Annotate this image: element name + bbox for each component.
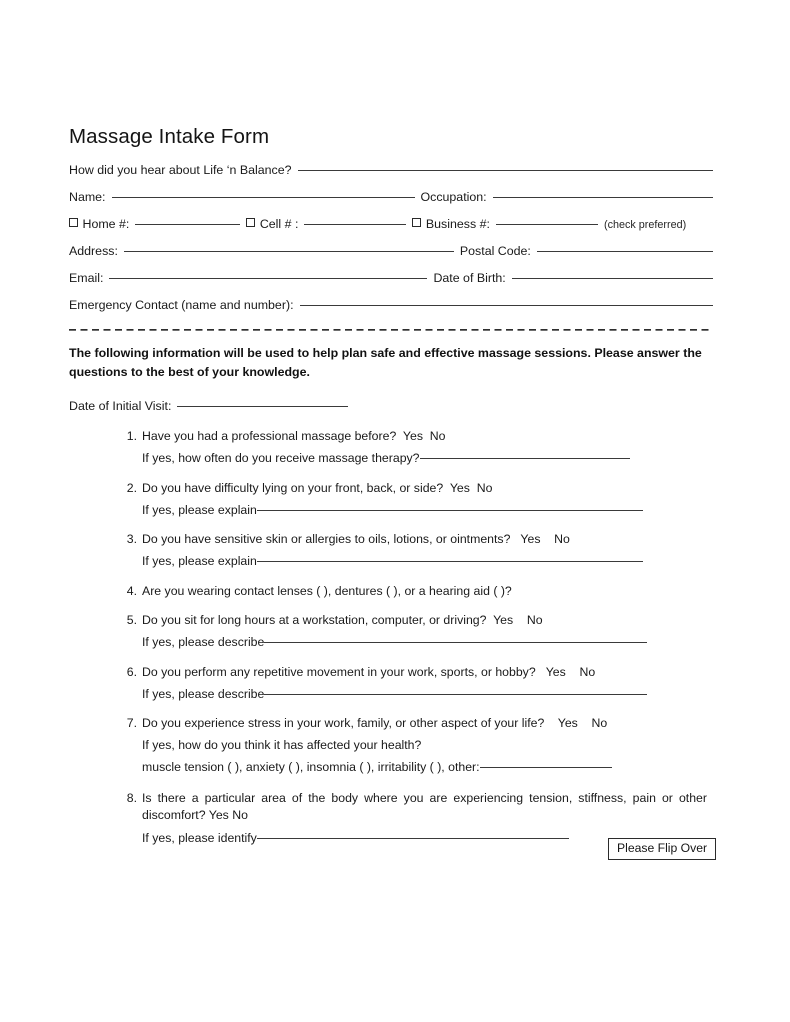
occupation-input-rule[interactable]	[493, 197, 713, 198]
referral-label: How did you hear about Life ‘n Balance?	[69, 162, 292, 177]
yes-no-options[interactable]: Yes No	[510, 532, 570, 547]
postal-code-label: Postal Code:	[459, 243, 531, 258]
yes-no-options[interactable]: Yes No	[396, 429, 446, 444]
field-row-referral	[69, 163, 713, 179]
question-subline	[120, 738, 713, 754]
question-item-1	[120, 429, 713, 467]
question-sub-label: If yes, how often do you receive massage therapy?	[142, 451, 420, 466]
question-sub-input-rule[interactable]	[264, 694, 647, 695]
question-main-line	[120, 790, 707, 826]
question-main-line	[120, 613, 713, 629]
question-text: Do you perform any repetitive movement in your work, sports, or hobby?	[142, 664, 536, 679]
date-of-birth-label: Date of Birth:	[433, 270, 506, 285]
checkbox-square-icon-home[interactable]	[69, 218, 78, 227]
question-subline	[120, 687, 713, 703]
question-number: 7.	[126, 716, 137, 731]
question-number: 3.	[126, 532, 137, 547]
address-label: Address:	[69, 243, 118, 258]
home-phone-input-rule[interactable]	[135, 224, 240, 225]
question-text: Have you had a professional massage before?	[142, 429, 397, 444]
cell-phone-input-rule[interactable]	[304, 224, 406, 225]
flip-over-wrapper	[608, 838, 716, 860]
question-text: Do you have sensitive skin or allergies to oils, lotions, or ointments?	[142, 532, 511, 547]
question-sub-input-rule[interactable]	[257, 510, 643, 511]
business-phone-input-rule[interactable]	[496, 224, 598, 225]
cell-phone-label: Cell # :	[259, 216, 299, 231]
question-number: 8.	[126, 790, 137, 805]
question-sub-label: If yes, please explain	[142, 502, 257, 517]
question-subline	[120, 635, 713, 651]
question-item-6	[120, 665, 713, 703]
question-main-line	[120, 665, 713, 681]
form-sheet	[69, 126, 713, 861]
field-row-name-occupation	[69, 190, 713, 206]
name-input-rule[interactable]	[112, 197, 415, 198]
date-of-birth-input-rule[interactable]	[512, 278, 713, 279]
dashed-divider	[69, 329, 713, 331]
question-sub-input-rule[interactable]	[264, 642, 647, 643]
please-flip-over-box: Please Flip Over	[608, 838, 716, 860]
question-number: 1.	[126, 429, 137, 444]
question-text: Do you sit for long hours at a workstation, computer, or driving?	[142, 613, 487, 628]
emergency-contact-label: Emergency Contact (name and number):	[69, 297, 294, 312]
checkbox-square-icon-cell[interactable]	[246, 218, 255, 227]
business-phone-label: Business #:	[425, 216, 490, 231]
initial-visit-label: Date of Initial Visit:	[69, 398, 172, 413]
question-sub-input-rule[interactable]	[420, 458, 630, 459]
field-row-address-postal	[69, 244, 713, 260]
emergency-contact-input-rule[interactable]	[300, 305, 713, 306]
checkbox-square-icon-business[interactable]	[412, 218, 421, 227]
question-text: Do you experience stress in your work, family, or other aspect of your life?	[142, 716, 545, 731]
questions-list	[69, 429, 713, 847]
name-label: Name:	[69, 189, 106, 204]
check-preferred-note: (check preferred)	[603, 218, 687, 231]
question-item-2	[120, 481, 713, 519]
question-number: 4.	[126, 583, 137, 598]
question-number: 2.	[126, 480, 137, 495]
question-text: Do you have difficulty lying on your front, back, or side?	[142, 480, 444, 495]
yes-no-options[interactable]: Yes No	[486, 613, 543, 628]
question-sub-label: If yes, how do you think it has affected your health?	[142, 738, 422, 753]
question-main-line	[120, 716, 713, 732]
yes-no-options[interactable]: Yes No	[535, 664, 596, 679]
question-sub-label: If yes, please explain	[142, 554, 257, 569]
question-subline	[120, 503, 713, 519]
address-input-rule[interactable]	[124, 251, 454, 252]
question-sub-label: If yes, please identify	[142, 831, 257, 846]
question-subline	[120, 554, 713, 570]
referral-input-rule[interactable]	[298, 170, 714, 171]
question-item-3	[120, 532, 713, 570]
question-item-4	[120, 584, 713, 600]
question-main-line	[120, 584, 713, 600]
field-row-initial-visit	[69, 399, 713, 415]
symptoms-other-input-rule[interactable]	[480, 767, 612, 768]
question-main-line	[120, 429, 713, 445]
field-row-phones	[69, 217, 713, 233]
question-sub-label: If yes, please describe	[142, 635, 265, 650]
yes-no-options[interactable]: Yes No	[544, 716, 608, 731]
postal-code-input-rule[interactable]	[537, 251, 713, 252]
initial-visit-input-rule[interactable]	[177, 406, 348, 407]
question-sub-input-rule[interactable]	[257, 838, 569, 839]
question-symptoms-line	[120, 760, 713, 776]
yes-no-options[interactable]: Yes No	[443, 480, 493, 495]
question-number: 5.	[126, 613, 137, 628]
page-title: Massage Intake Form	[69, 125, 270, 148]
question-sub-input-rule[interactable]	[257, 561, 643, 562]
question-number: 6.	[126, 664, 137, 679]
question-main-line	[120, 532, 713, 548]
occupation-label: Occupation:	[420, 189, 487, 204]
instructions-paragraph: The following information will be used to help plan safe and effective massage sessions. Please answer the questions to the best of your knowledge.	[69, 346, 702, 379]
email-label: Email:	[69, 270, 104, 285]
question-item-7	[120, 716, 713, 776]
question-text: Is there a particular area of the body where you are experiencing tension, stiffness, pain or other discomfort? Yes No	[142, 790, 707, 823]
field-row-email-dob	[69, 271, 713, 287]
question-item-5	[120, 613, 713, 651]
symptoms-checklist-label[interactable]: muscle tension ( ), anxiety ( ), insomnia ( ), irritability ( ), other:	[142, 760, 480, 775]
question-text: Are you wearing contact lenses ( ), dentures ( ), or a hearing aid ( )?	[142, 583, 512, 598]
question-main-line	[120, 481, 713, 497]
field-row-emergency-contact	[69, 298, 713, 314]
email-input-rule[interactable]	[109, 278, 427, 279]
question-sub-label: If yes, please describe	[142, 686, 265, 701]
home-phone-label: Home #:	[82, 216, 130, 231]
question-subline	[120, 451, 713, 467]
